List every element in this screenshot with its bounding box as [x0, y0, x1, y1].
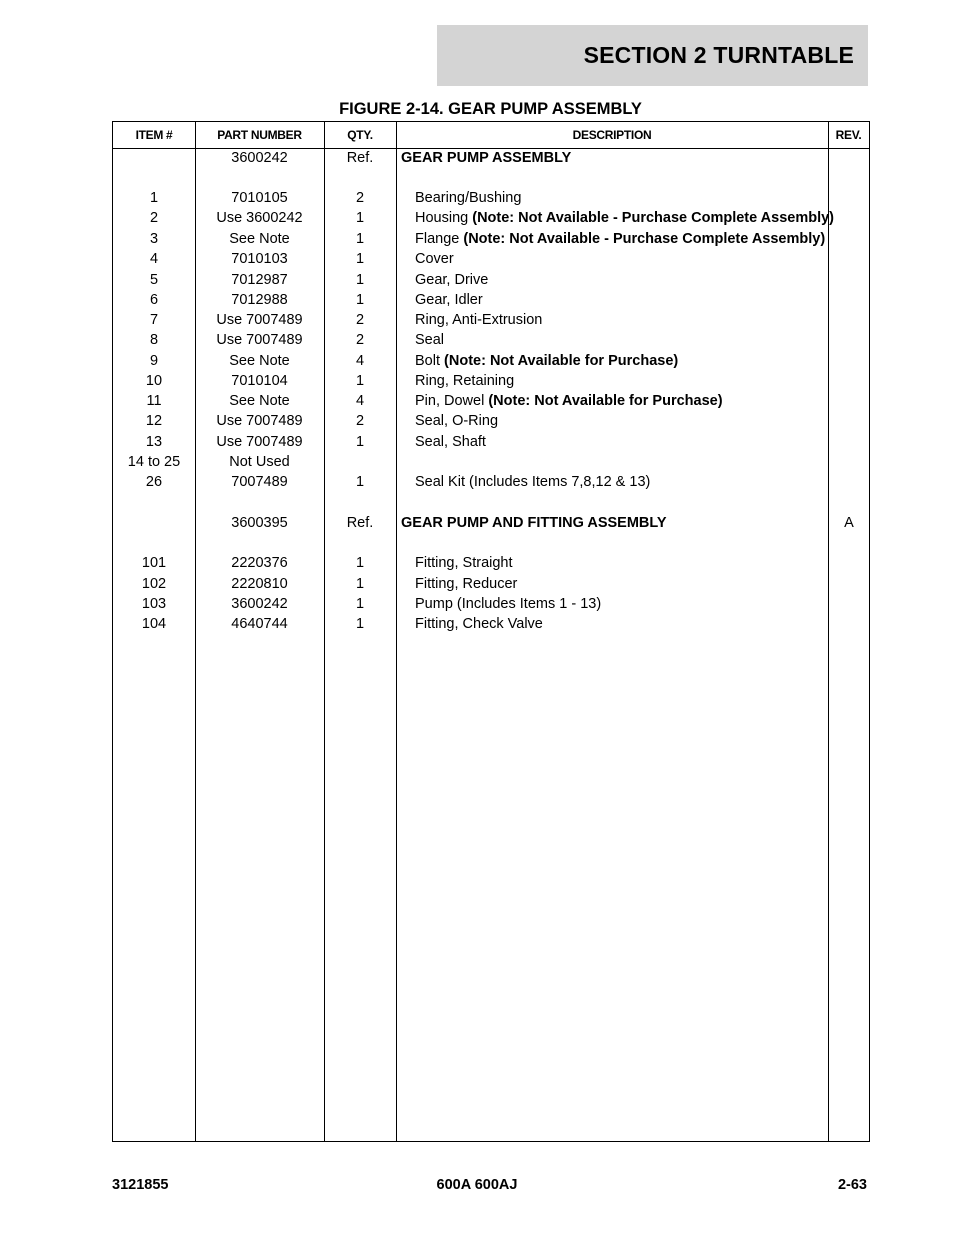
description — [415, 553, 513, 573]
quantity: 2 — [355, 312, 365, 328]
column-header-item: ITEM # — [135, 128, 173, 142]
description — [415, 432, 486, 452]
quantity: 1 — [355, 292, 365, 308]
footer-page-number: 2-63 — [837, 1177, 867, 1193]
part-number: 2220810 — [231, 576, 288, 592]
footer-doc-number: 3121855 — [112, 1177, 169, 1193]
table-row — [113, 594, 869, 614]
description — [415, 270, 488, 290]
availability-note: (Note: Not Available - Purchase Complete Assembly) — [472, 210, 835, 226]
item-number: 10 — [145, 373, 163, 389]
part-number: 4640744 — [231, 616, 288, 632]
quantity: 1 — [355, 616, 365, 632]
column-header-qty: QTY. — [347, 128, 373, 142]
table-row — [113, 208, 869, 228]
table-row — [113, 614, 869, 634]
item-number: 2 — [149, 210, 159, 226]
item-number: 9 — [149, 353, 159, 369]
table-row — [113, 229, 869, 249]
description-text: Ring, Retaining — [415, 373, 515, 389]
description-text: Pin, Dowel — [415, 393, 485, 409]
description — [415, 229, 825, 249]
part-number: 7010105 — [231, 190, 288, 206]
description-text: Flange — [415, 231, 460, 247]
column-header-rev: REV. — [835, 128, 862, 142]
description-text: Bolt — [415, 353, 440, 369]
item-number: 1 — [149, 190, 159, 206]
description-text: Bearing/Bushing — [415, 190, 522, 206]
description — [415, 188, 521, 208]
part-number: 7010103 — [231, 251, 288, 267]
table-row — [113, 472, 869, 492]
part-number: Use 3600242 — [216, 210, 303, 226]
description-text: Seal — [415, 332, 445, 348]
item-number: 26 — [145, 474, 163, 490]
description-text: Cover — [415, 251, 454, 267]
quantity: 1 — [355, 555, 365, 571]
description — [415, 330, 444, 350]
item-number: 104 — [141, 616, 167, 632]
figure-title: FIGURE 2-14. GEAR PUMP ASSEMBLY — [339, 100, 642, 118]
availability-note: (Note: Not Available for Purchase) — [488, 393, 723, 409]
quantity: 1 — [355, 576, 365, 592]
description-text: Fitting, Reducer — [415, 576, 518, 592]
section-header — [437, 25, 868, 86]
part-number: 3600242 — [231, 150, 288, 166]
item-number: 101 — [141, 555, 167, 571]
table-row — [113, 513, 869, 533]
table-row — [113, 249, 869, 269]
description — [415, 290, 483, 310]
table-row — [113, 148, 869, 168]
availability-note: (Note: Not Available - Purchase Complete Assembly) — [463, 231, 826, 247]
description-text: Seal, Shaft — [415, 434, 486, 450]
description-text: GEAR PUMP AND FITTING ASSEMBLY — [401, 515, 667, 531]
description-text: Pump (Includes Items 1 - 13) — [415, 596, 602, 612]
parts-table — [112, 121, 870, 1142]
description — [415, 614, 543, 634]
description — [415, 574, 517, 594]
quantity: 4 — [355, 393, 365, 409]
part-number: 3600242 — [231, 596, 288, 612]
item-number: 12 — [145, 413, 163, 429]
table-row — [113, 432, 869, 452]
revision: A — [844, 515, 854, 531]
table-row — [113, 351, 869, 371]
part-number: 3600395 — [231, 515, 288, 531]
table-row — [113, 574, 869, 594]
description — [401, 513, 667, 533]
quantity: 2 — [355, 332, 365, 348]
item-number: 5 — [149, 272, 159, 288]
quantity: 4 — [355, 353, 365, 369]
item-number: 103 — [141, 596, 167, 612]
part-number: Not Used — [229, 454, 290, 470]
description — [415, 371, 514, 391]
description — [415, 208, 834, 228]
quantity: 1 — [355, 373, 365, 389]
description — [415, 249, 454, 269]
description-text: Fitting, Check Valve — [415, 616, 543, 632]
quantity: 1 — [355, 272, 365, 288]
item-number: 4 — [149, 251, 159, 267]
description — [415, 472, 650, 492]
description — [415, 391, 723, 411]
description-text: Gear, Idler — [415, 292, 483, 308]
item-number: 7 — [149, 312, 159, 328]
part-number: Use 7007489 — [216, 332, 303, 348]
part-number: 7010104 — [231, 373, 288, 389]
section-title: SECTION 2 TURNTABLE — [583, 42, 854, 68]
quantity: 1 — [355, 596, 365, 612]
quantity: Ref. — [346, 515, 374, 531]
description-text: GEAR PUMP ASSEMBLY — [401, 150, 572, 166]
table-row — [113, 188, 869, 208]
description-text: Seal, O-Ring — [415, 413, 499, 429]
quantity: 1 — [355, 231, 365, 247]
item-number: 8 — [149, 332, 159, 348]
quantity: 1 — [355, 474, 365, 490]
part-number: 7007489 — [231, 474, 288, 490]
description-text: Gear, Drive — [415, 272, 489, 288]
description-text: Housing — [415, 210, 469, 226]
table-row — [113, 270, 869, 290]
description — [415, 310, 542, 330]
quantity: Ref. — [346, 150, 374, 166]
quantity: 2 — [355, 413, 365, 429]
table-row — [113, 330, 869, 350]
part-number: See Note — [229, 353, 290, 369]
item-number: 14 to 25 — [127, 454, 181, 470]
table-row — [113, 371, 869, 391]
part-number: 7012987 — [231, 272, 288, 288]
item-number: 11 — [146, 393, 162, 409]
table-row — [113, 553, 869, 573]
description — [415, 594, 601, 614]
part-number: See Note — [229, 393, 290, 409]
table-row — [113, 411, 869, 431]
quantity: 2 — [355, 190, 365, 206]
description — [415, 351, 678, 371]
column-header-part-number: PART NUMBER — [217, 128, 302, 142]
description-text: Seal Kit (Includes Items 7,8,12 & 13) — [415, 474, 651, 490]
description — [415, 411, 498, 431]
part-number: Use 7007489 — [216, 434, 303, 450]
item-number: 13 — [145, 434, 163, 450]
table-row — [113, 290, 869, 310]
item-number: 102 — [141, 576, 167, 592]
description — [401, 148, 571, 168]
part-number: Use 7007489 — [216, 413, 303, 429]
table-row — [113, 391, 869, 411]
part-number: 7012988 — [231, 292, 288, 308]
description-text: Ring, Anti-Extrusion — [415, 312, 543, 328]
part-number: Use 7007489 — [216, 312, 303, 328]
item-number: 6 — [149, 292, 159, 308]
quantity: 1 — [355, 251, 365, 267]
part-number: See Note — [229, 231, 290, 247]
item-number: 3 — [149, 231, 159, 247]
part-number: 2220376 — [231, 555, 288, 571]
description-text: Fitting, Straight — [415, 555, 513, 571]
column-header-description: DESCRIPTION — [572, 128, 652, 142]
availability-note: (Note: Not Available for Purchase) — [444, 353, 679, 369]
table-row — [113, 452, 869, 472]
quantity: 1 — [355, 210, 365, 226]
table-row — [113, 310, 869, 330]
footer-model: 600A 600AJ — [436, 1177, 518, 1193]
quantity: 1 — [355, 434, 365, 450]
